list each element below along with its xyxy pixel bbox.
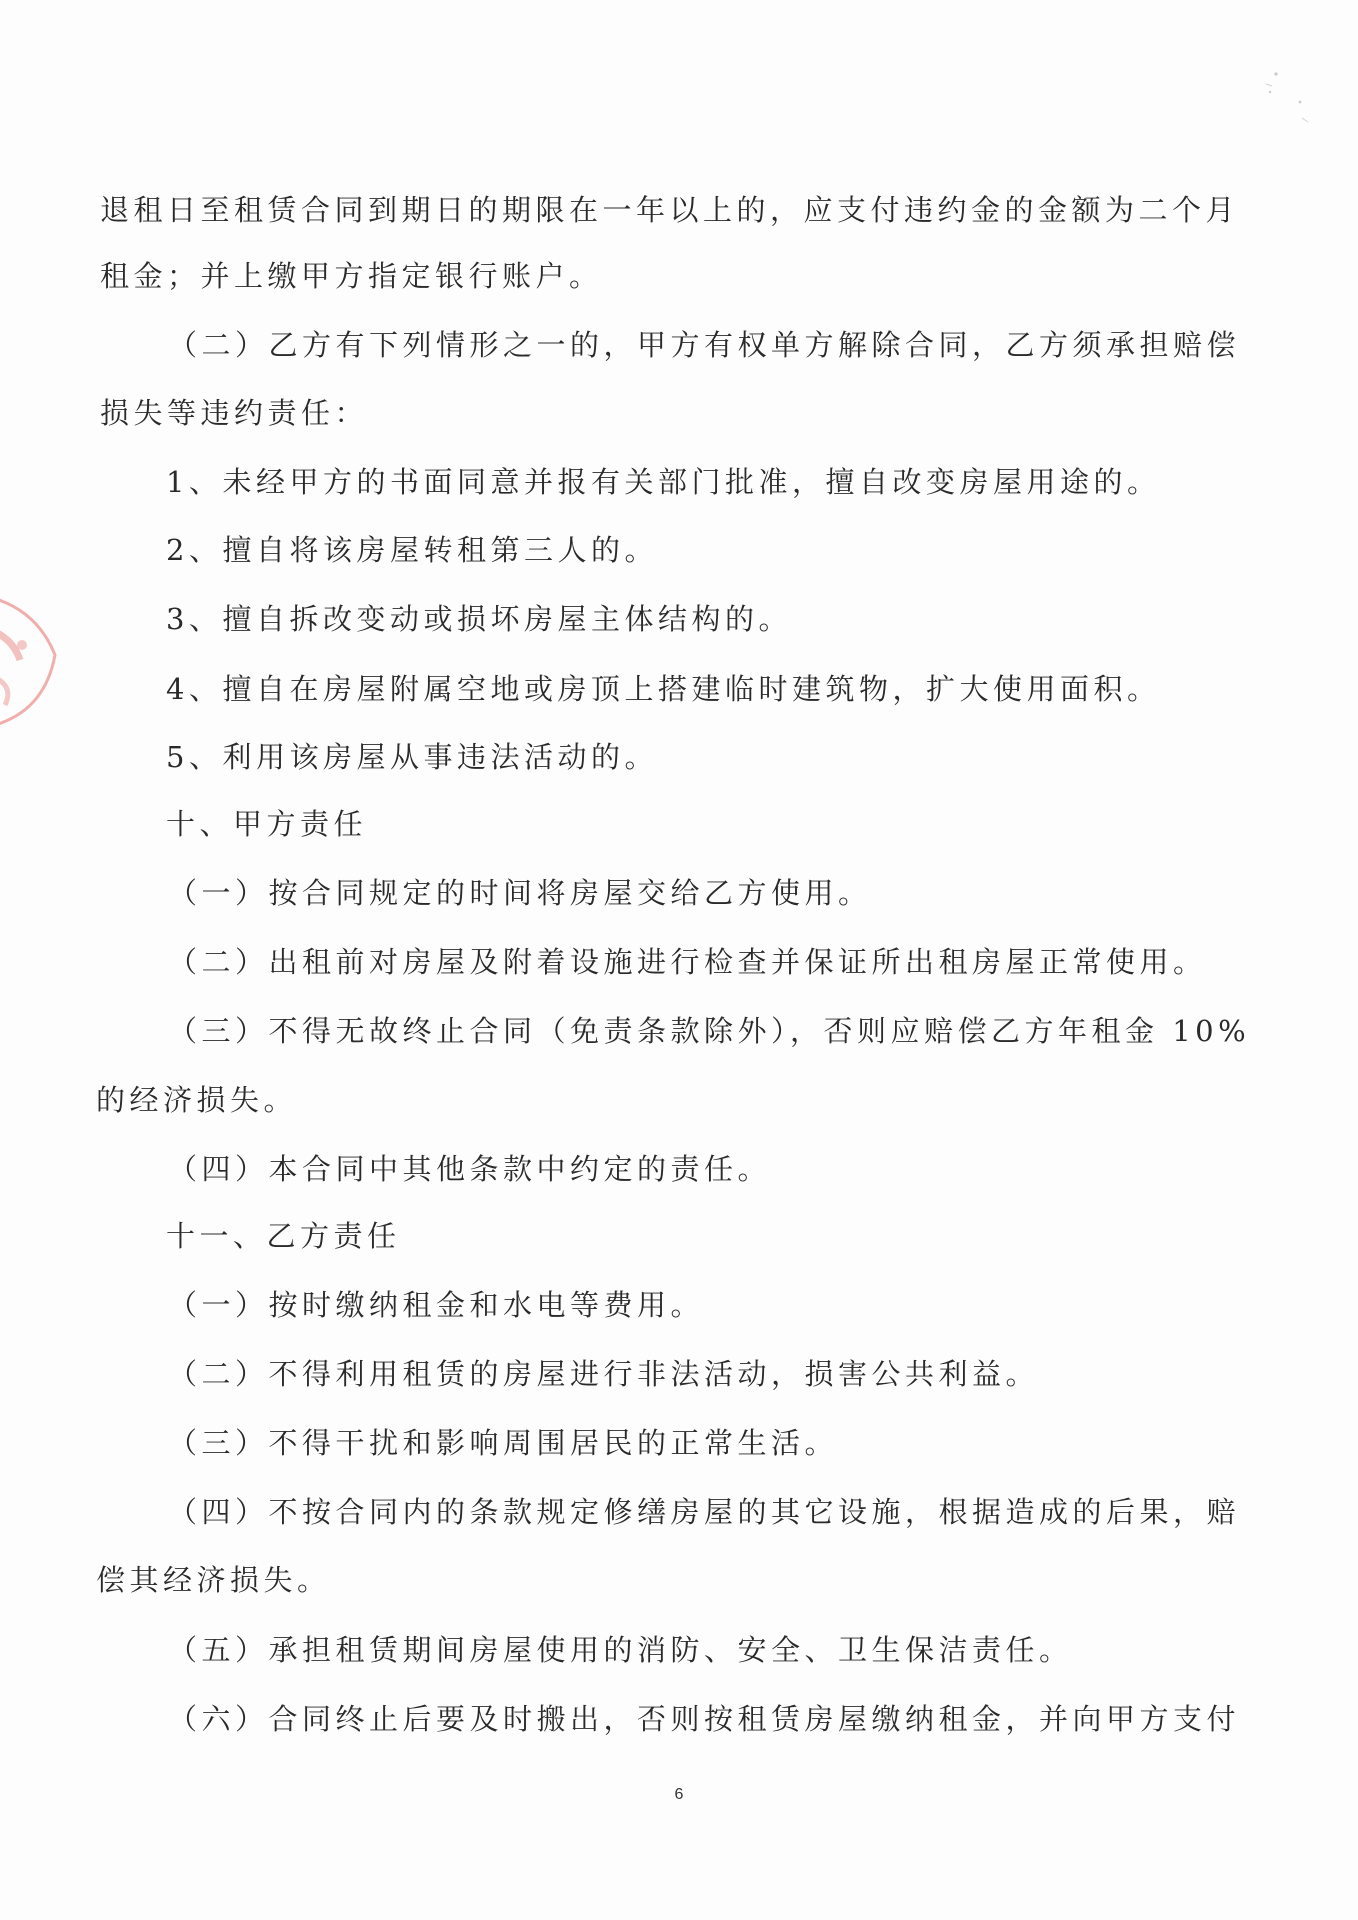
text-line: 2、擅自将该房屋转租第三人的。 (166, 533, 658, 567)
text-line: 1、未经甲方的书面同意并报有关部门批准，擅自改变房屋用途的。 (166, 465, 1161, 499)
text-line: （二）不得利用租赁的房屋进行非法活动，损害公共利益。 (168, 1357, 1040, 1391)
text-line: （四）本合同中其他条款中约定的责任。 (168, 1152, 772, 1186)
text-line: （六）合同终止后要及时搬出，否则按租赁房屋缴纳租金，并向甲方支付 (168, 1702, 1241, 1736)
text-line: （三）不得无故终止合同（免责条款除外），否则应赔偿乙方年租金 10% (168, 1014, 1251, 1048)
text-line: 的经济损失。 (96, 1083, 298, 1117)
page-number: 6 (674, 1786, 684, 1803)
text-line: （一）按时缴纳租金和水电等费用。 (168, 1288, 705, 1322)
section-heading: 十、甲方责任 (166, 807, 368, 841)
text-line: （三）不得干扰和影响周围居民的正常生活。 (168, 1426, 839, 1460)
text-line: （五）承担租赁期间房屋使用的消防、安全、卫生保洁责任。 (168, 1633, 1073, 1667)
text-line: （二）出租前对房屋及附着设施进行检查并保证所出租房屋正常使用。 (168, 945, 1207, 979)
text-line: 5、利用该房屋从事违法活动的。 (166, 740, 658, 774)
text-line: （一）按合同规定的时间将房屋交给乙方使用。 (168, 876, 872, 910)
text-line: 4、擅自在房屋附属空地或房顶上搭建临时建筑物，扩大使用面积。 (166, 672, 1161, 706)
text-line: 租金；并上缴甲方指定银行账户。 (100, 259, 603, 293)
text-line: 偿其经济损失。 (96, 1563, 331, 1597)
text-line: （四）不按合同内的条款规定修缮房屋的其它设施，根据造成的后果，赔 (168, 1495, 1241, 1529)
section-heading: 十一、乙方责任 (166, 1219, 401, 1253)
seal-fragment-icon (0, 585, 70, 730)
text-line: （二）乙方有下列情形之一的，甲方有权单方解除合同，乙方须承担赔偿 (168, 328, 1241, 362)
text-line: 3、擅自拆改变动或损坏房屋主体结构的。 (166, 602, 792, 636)
scan-specks-icon (1258, 60, 1318, 140)
text-line: 损失等违约责任： (100, 396, 369, 430)
text-line: 退租日至租赁合同到期日的期限在一年以上的，应支付违约金的金额为二个月 (100, 193, 1240, 227)
